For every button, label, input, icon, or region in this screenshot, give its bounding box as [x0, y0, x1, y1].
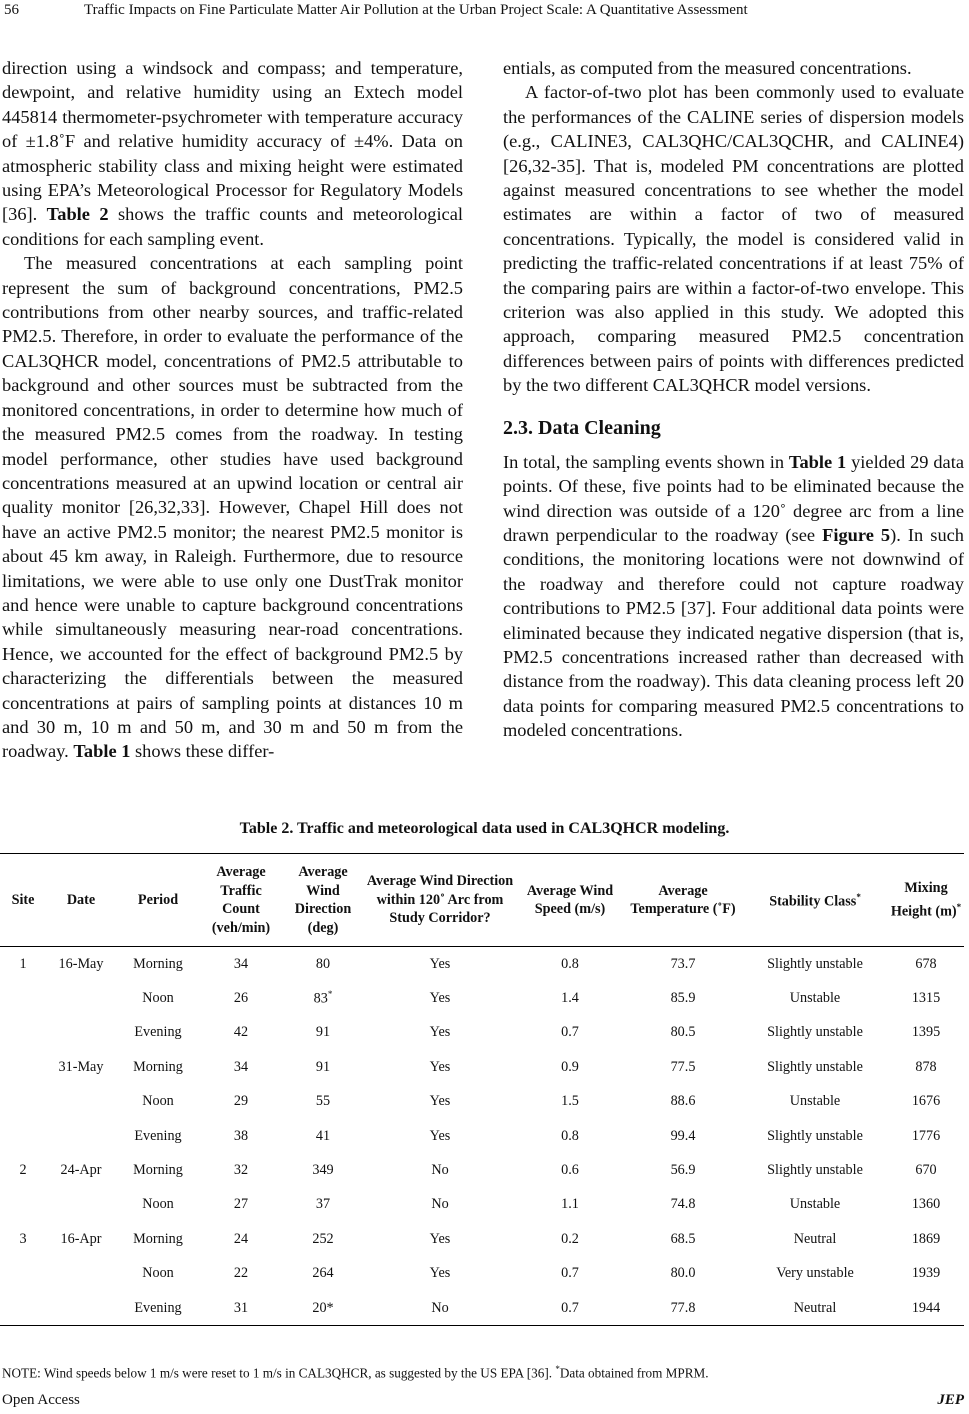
table-cell [888, 1050, 964, 1084]
footnote-marker: * [956, 901, 962, 912]
table-cell [200, 1085, 282, 1119]
table-cell [364, 1050, 516, 1084]
table-cell [364, 1291, 516, 1326]
table-cell [624, 1291, 742, 1326]
table-cell [888, 1016, 964, 1050]
column-header: Average Wind Direction within 120˚ Arc from Study Corridor? [364, 854, 516, 947]
table-cell [742, 1222, 888, 1256]
cell-value: 22 [233, 1265, 249, 1282]
cell-value: 1360 [911, 1196, 941, 1213]
cell-value: 678 [915, 955, 937, 972]
footnote-marker: * [856, 892, 861, 903]
table-cell [516, 1291, 624, 1326]
table-cell [282, 1257, 364, 1291]
table-cell [516, 1257, 624, 1291]
column-header: Date [46, 854, 116, 947]
cell-value: Yes [429, 1265, 451, 1282]
page-number: 56 [4, 2, 19, 18]
cell-value: 27 [233, 1196, 249, 1213]
cell-value: 670 [915, 1162, 937, 1179]
cell-value: Unstable [789, 1196, 841, 1213]
cell-value: Slightly unstable [767, 1058, 863, 1075]
table-cell [888, 1085, 964, 1119]
cell-value: Yes [429, 990, 451, 1007]
table-cell [0, 1050, 46, 1084]
cell-value: 1 [19, 955, 27, 972]
cell-value: 74.8 [670, 1196, 696, 1213]
cell-value: 1939 [911, 1265, 941, 1282]
table-cell [46, 1050, 116, 1084]
running-header [4, 0, 962, 22]
column-header-text: Mixing Height (m) [890, 880, 957, 920]
cell-value: 91 [315, 1058, 331, 1075]
cell-value: 88.6 [670, 1093, 696, 1110]
table-cell [46, 1085, 116, 1119]
table-cell [742, 1085, 888, 1119]
table-reference: Table 2 [46, 204, 109, 225]
table-cell [624, 1188, 742, 1222]
left-column [2, 56, 463, 764]
column-header-text: Stability Class [769, 894, 857, 911]
note-text: NOTE: Wind speeds below 1 m/s were reset to 1 m/s in CAL3QHCR, as suggested by the US EPA [36]. [2, 1365, 556, 1381]
table-row [0, 1222, 964, 1256]
cell-value: 252 [312, 1230, 334, 1247]
table-reference: Table 1 [73, 741, 131, 762]
paragraph-text: direction using a windsock and compass; and temperature, dewpoint, and relative humidity using an Extech model 445814 thermometer-psychrometer with temperature accuracy of ±1.8˚F and relative humidity accuracy of ±4%. Data on atmospheric stability class and mixing height were estimated using EPA’s Meteorological Processor for Regulatory Models [36]. [2, 58, 463, 225]
column-header: Average Wind Speed (m/s) [516, 854, 624, 947]
table-cell [116, 1291, 200, 1326]
cell-value: Unstable [789, 990, 841, 1007]
table-cell [200, 1119, 282, 1153]
figure-reference: Figure 5 [822, 524, 891, 545]
table-cell [624, 1016, 742, 1050]
table-cell [516, 1016, 624, 1050]
cell-value: Very unstable [776, 1265, 854, 1282]
table-row [0, 1085, 964, 1119]
table-cell [116, 947, 200, 982]
table-cell [624, 947, 742, 982]
table-reference: Table 1 [788, 451, 847, 472]
cell-value: 32 [233, 1162, 249, 1179]
cell-value: 264 [312, 1265, 334, 1282]
table-row [0, 1119, 964, 1153]
cell-value: 24-Apr [60, 1162, 102, 1179]
table-cell [116, 1222, 200, 1256]
column-header [742, 854, 888, 947]
table-row [0, 1153, 964, 1187]
cell-value: 24 [233, 1230, 249, 1247]
cell-value: Noon [142, 990, 174, 1007]
table-cell [624, 1257, 742, 1291]
column-header: Average Temperature (˚F) [624, 854, 742, 947]
cell-value: 73.7 [670, 955, 696, 972]
cell-value: 2 [19, 1162, 27, 1179]
cell-value: Morning [133, 1230, 183, 1247]
cell-value: 29 [233, 1093, 249, 1110]
column-header: Average Wind Direction (deg) [282, 854, 364, 947]
table-cell [516, 1188, 624, 1222]
table-cell [200, 1050, 282, 1084]
cell-value: 42 [233, 1024, 249, 1041]
cell-value: Unstable [789, 1093, 841, 1110]
cell-value: 80.5 [670, 1024, 696, 1041]
table-cell [46, 1188, 116, 1222]
table-cell [0, 947, 46, 982]
cell-value: 1315 [911, 990, 941, 1007]
paragraph-text: The measured concentrations at each sampling point represent the sum of background concentrations, PM2.5 contributions from other nearby sources, and traffic-related PM2.5. Therefore, in order to evaluate the performance of the CAL3QHCR model, concentrations of PM2.5 attributable to background and other sources must be subtracted from the monitored concentrations, in order to determine how much of the measured PM2.5 comes from the roadway. In testing model performance, other studies have used background concentrations measured at an upwind location or central air quality monitor [26,32,33]. However, Chapel Hill does not have an active PM2.5 monitor; the nearest PM2.5 monitor is about 45 km away, in Raleigh. Furthermore, due to resource limitations, we were able to use only one DustTrak monitor and hence were unable to capture background concentrations while simultaneously measuring near-road concentrations. Hence, we accounted for the effect of background PM2.5 by characterizing the differentials between the measured concentrations at pairs of sampling points at distances 10 m and 30 m, 10 m and 50 m, and 30 m and 50 m from the roadway. [2, 253, 463, 762]
footer-open-access: Open Access [2, 1392, 80, 1408]
cell-value: Noon [142, 1265, 174, 1282]
cell-value: Yes [429, 1230, 451, 1247]
cell-value: 80.0 [670, 1265, 696, 1282]
cell-value: 68.5 [670, 1230, 696, 1247]
table-row [0, 947, 964, 982]
table-cell [624, 1153, 742, 1187]
section-heading: 2.3. Data Cleaning [503, 416, 661, 439]
table-cell [116, 1257, 200, 1291]
table-cell [888, 1188, 964, 1222]
table-cell [200, 981, 282, 1015]
footnote-marker: * [555, 1364, 560, 1374]
table-cell [742, 1050, 888, 1084]
table-cell [200, 1222, 282, 1256]
table-cell [282, 947, 364, 982]
table-cell [888, 1257, 964, 1291]
table-cell [46, 1257, 116, 1291]
cell-value: 16-May [58, 955, 104, 972]
running-title: Traffic Impacts on Fine Particulate Matter Air Pollution at the Urban Project Scale: A Quantitative Assessment [84, 2, 748, 18]
table-cell [364, 1222, 516, 1256]
cell-value: Yes [429, 955, 451, 972]
table-cell [516, 1050, 624, 1084]
table-cell [742, 1257, 888, 1291]
table-cell [46, 1119, 116, 1153]
table-row [0, 1016, 964, 1050]
cell-value: Yes [429, 1093, 451, 1110]
table-cell [282, 1222, 364, 1256]
cell-value: Yes [429, 1127, 451, 1144]
cell-value: 31-May [58, 1058, 104, 1075]
cell-value: 1776 [911, 1127, 941, 1144]
cell-value: 0.7 [561, 1024, 579, 1041]
table-cell [200, 1153, 282, 1187]
table-cell [742, 1016, 888, 1050]
cell-value: 99.4 [670, 1127, 696, 1144]
cell-value: 34 [233, 955, 249, 972]
table-cell [516, 1153, 624, 1187]
table-cell [742, 1119, 888, 1153]
cell-value: Evening [134, 1127, 182, 1144]
table-cell [282, 1085, 364, 1119]
paragraph [2, 56, 463, 251]
cell-value: Neutral [793, 1230, 837, 1247]
cell-value: Noon [142, 1093, 174, 1110]
table-cell [516, 1222, 624, 1256]
table-cell [282, 1153, 364, 1187]
table-cell [742, 947, 888, 982]
cell-value: 20* [312, 1299, 334, 1316]
table-cell [282, 1188, 364, 1222]
cell-value: 3 [19, 1230, 27, 1247]
cell-value: 349 [312, 1162, 334, 1179]
cell-value: 1944 [911, 1299, 941, 1316]
table-cell [46, 1222, 116, 1256]
cell-value: 0.8 [561, 1127, 579, 1144]
cell-value: Slightly unstable [767, 1024, 863, 1041]
paragraph: A factor-of-two plot has been commonly used to evaluate the performances of the CALINE series of dispersion models (e.g., CALINE3, CAL3QHC/CAL3QCHR, and CALINE4) [26,32-35]. That is, modeled PM concentrations are plotted against measured concentrations to see whether the model estimates are within a factor of two of measured concentrations. Typically, the model is considered valid in predicting the traffic-related concentrations if at least 75% of the comparing pairs are within a factor-of-two envelope. This criterion was also applied in this study. We adopted this approach, comparing measured PM2.5 concentration differences between pairs of points with differences predicted by the two different CAL3QHCR model versions. [503, 82, 964, 396]
cell-value: 1.1 [561, 1196, 579, 1213]
table-row [0, 981, 964, 1015]
cell-value: 34 [233, 1058, 249, 1075]
table-cell [0, 1291, 46, 1326]
cell-value: Noon [142, 1196, 174, 1213]
cell-value: 0.9 [561, 1058, 579, 1075]
table-cell [282, 981, 364, 1015]
table-cell [888, 981, 964, 1015]
table-cell [0, 1222, 46, 1256]
table-cell [116, 1119, 200, 1153]
table-row [0, 1050, 964, 1084]
cell-value: 41 [315, 1127, 331, 1144]
cell-value: No [431, 1299, 449, 1316]
cell-value: 0.2 [561, 1230, 579, 1247]
table-cell [516, 1119, 624, 1153]
paragraph-text: In total, the sampling events shown in [503, 451, 789, 472]
table-cell [516, 1085, 624, 1119]
page-footer [2, 1392, 964, 1409]
paragraph-text: shows the traffic counts and meteorological conditions for each sampling event. [2, 204, 463, 249]
cell-value: 55 [315, 1093, 331, 1110]
cell-value: Morning [133, 1162, 183, 1179]
cell-value: 0.8 [561, 955, 579, 972]
table-cell [282, 1119, 364, 1153]
table-cell [46, 1016, 116, 1050]
table-cell [200, 947, 282, 982]
cell-value: Evening [134, 1299, 182, 1316]
table-cell [0, 1257, 46, 1291]
table-cell [888, 947, 964, 982]
cell-value: 16-Apr [60, 1230, 102, 1247]
table-cell [888, 1291, 964, 1326]
cell-value: 0.7 [561, 1265, 579, 1282]
cell-value: Morning [133, 1058, 183, 1075]
footnote-marker: * [327, 989, 333, 1000]
cell-value: Evening [134, 1024, 182, 1041]
cell-value: Slightly unstable [767, 1162, 863, 1179]
table-cell [0, 981, 46, 1015]
table-cell [516, 947, 624, 982]
cell-value: 1.5 [561, 1093, 579, 1110]
cell-value: No [431, 1196, 449, 1213]
cell-value: 77.8 [670, 1299, 696, 1316]
column-header: Site [0, 854, 46, 947]
cell-value: 37 [315, 1196, 331, 1213]
table-cell [116, 1016, 200, 1050]
table-cell [624, 981, 742, 1015]
table-cell [364, 1188, 516, 1222]
table-cell [742, 981, 888, 1015]
table-cell [282, 1016, 364, 1050]
table-cell [364, 1153, 516, 1187]
table-cell [0, 1119, 46, 1153]
table-cell [200, 1257, 282, 1291]
table-cell [364, 1085, 516, 1119]
table-cell [742, 1188, 888, 1222]
table-caption: Table 2. Traffic and meteorological data used in CAL3QHCR modeling. [239, 820, 730, 837]
cell-value: 56.9 [670, 1162, 696, 1179]
cell-value: Yes [429, 1024, 451, 1041]
table-cell [364, 981, 516, 1015]
table-cell [0, 1153, 46, 1187]
cell-value: 0.7 [561, 1299, 579, 1316]
cell-value: 38 [233, 1127, 249, 1144]
paragraph-text: ). In such conditions, the monitoring locations were not downwind of the roadway and therefore could not capture roadway contributions to PM2.5 [37]. Four additional data points were eliminated because they indicated negative dispersion (that is, PM2.5 concentrations increased rather than decreased with distance from the roadway). This data cleaning process left 20 data points for comparing measured PM2.5 concentrations to modeled concentrations. [503, 524, 964, 741]
table-cell [46, 981, 116, 1015]
cell-value: 80 [315, 955, 331, 972]
table-cell [364, 1119, 516, 1153]
cell-value: 26 [233, 990, 249, 1007]
table-cell [0, 1085, 46, 1119]
table-cell [364, 1016, 516, 1050]
table-row [0, 1188, 964, 1222]
cell-value: 1676 [911, 1093, 941, 1110]
paragraph-text: yielded 29 data points. Of these, five points had to be eliminated because the wind direction was outside of a 120˚ degree arc from a line drawn perpendicular to the roadway (see [503, 451, 964, 545]
table-cell [888, 1119, 964, 1153]
table-cell [516, 981, 624, 1015]
data-table [0, 853, 964, 1326]
paragraph [2, 251, 463, 764]
note-text: Data obtained from MPRM. [559, 1365, 709, 1381]
table-note [2, 1364, 709, 1381]
cell-value: 1.4 [561, 990, 579, 1007]
cell-value: Yes [429, 1058, 451, 1075]
table-cell [200, 1016, 282, 1050]
table-cell [742, 1291, 888, 1326]
paragraph: entials, as computed from the measured concentrations. [503, 58, 912, 78]
right-column [503, 56, 964, 743]
cell-value: 83 [313, 990, 328, 1007]
cell-value: 77.5 [670, 1058, 696, 1075]
table-cell [624, 1050, 742, 1084]
paragraph [503, 450, 964, 743]
table-cell [116, 1153, 200, 1187]
cell-value: 878 [915, 1058, 937, 1075]
table-cell [888, 1222, 964, 1256]
column-header: Period [116, 854, 200, 947]
table-header-row [0, 854, 964, 947]
journal-name: JEP [937, 1392, 964, 1408]
table-cell [116, 1085, 200, 1119]
table-cell [888, 1153, 964, 1187]
table-cell [624, 1222, 742, 1256]
table-cell [0, 1188, 46, 1222]
table-cell [46, 1291, 116, 1326]
cell-value: 91 [315, 1024, 331, 1041]
table-cell [200, 1291, 282, 1326]
table-cell [116, 981, 200, 1015]
cell-value: Slightly unstable [767, 1127, 863, 1144]
table-cell [116, 1050, 200, 1084]
cell-value: Neutral [793, 1299, 837, 1316]
table-cell [624, 1085, 742, 1119]
cell-value: 31 [233, 1299, 249, 1316]
cell-value: Slightly unstable [767, 955, 863, 972]
cell-value: 1395 [911, 1024, 941, 1041]
column-header: Average Traffic Count (veh/min) [200, 854, 282, 947]
table-cell [0, 1016, 46, 1050]
table-cell [282, 1291, 364, 1326]
table-cell [364, 1257, 516, 1291]
table-cell [282, 1050, 364, 1084]
table-cell [116, 1188, 200, 1222]
table-cell [364, 947, 516, 982]
table-row [0, 1291, 964, 1326]
table-cell [742, 1153, 888, 1187]
table-row [0, 1257, 964, 1291]
column-header [888, 854, 964, 947]
cell-value: No [431, 1162, 449, 1179]
table-cell [624, 1119, 742, 1153]
paragraph-text: shows these differ- [130, 741, 275, 762]
cell-value: Morning [133, 955, 183, 972]
table-cell [46, 1153, 116, 1187]
table-cell [200, 1188, 282, 1222]
cell-value: 85.9 [670, 990, 696, 1007]
table-cell [46, 947, 116, 982]
cell-value: 0.6 [561, 1162, 579, 1179]
cell-value: 1869 [911, 1230, 941, 1247]
